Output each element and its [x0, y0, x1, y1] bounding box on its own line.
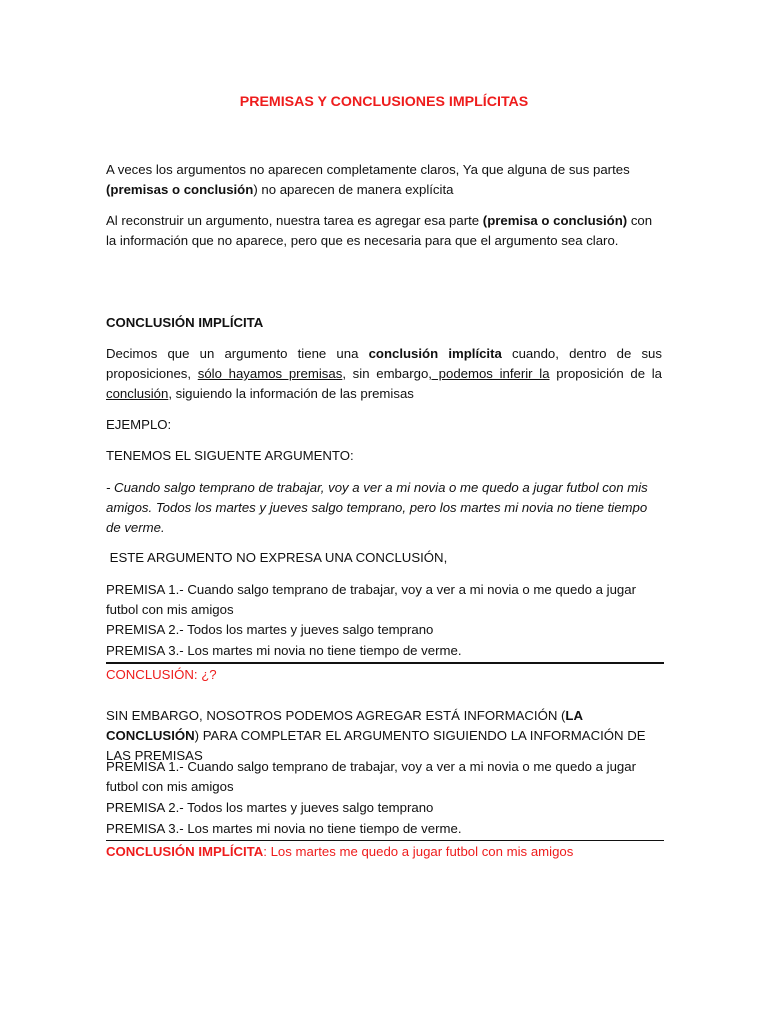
example-label: EJEMPLO: — [106, 417, 172, 432]
conclusion-missing: CONCLUSIÓN: ¿? — [106, 667, 217, 682]
underlined-run: sólo hayamos premisas — [197, 366, 343, 381]
bold-run: conclusión implícita — [368, 346, 502, 361]
conclusion-text: : Los martes me quedo a jugar futbol con mis amigos — [263, 844, 574, 859]
premise-3: PREMISA 3.- Los martes mi novia no tiene tiempo de verme. — [106, 821, 462, 836]
premise-2: PREMISA 2.- Todos los martes y jueves salgo temprano — [106, 800, 434, 815]
text-run: , siguiendo la información de las premisas — [168, 386, 414, 401]
bold-run: LA CONCLUSIÓN — [106, 708, 583, 743]
argument-label: TENEMOS EL SIGUENTE ARGUMENTO: — [106, 448, 354, 463]
text-run: Al reconstruir un argumento, nuestra tarea es agregar esa parte — [106, 213, 483, 228]
no-conclusion-statement: ESTE ARGUMENTO NO EXPRESA UNA CONCLUSIÓN, — [106, 550, 448, 565]
text-run: cuando, dentro de sus proposiciones, — [106, 346, 662, 381]
underlined-run: conclusión — [106, 386, 169, 401]
premise-3: PREMISA 3.- Los martes mi novia no tiene tiempo de verme. — [106, 643, 462, 658]
underlined-run: , podemos inferir la — [428, 366, 550, 381]
example-argument: - Cuando salgo temprano de trabajar, voy a ver a mi novia o me quedo a jugar futbol con mis amigos. Todos los martes y jueves salgo temprano, pero los martes mi novia no tiene tiempo de verme. — [106, 480, 648, 535]
text-run: A veces los argumentos no aparecen completamente claros, Ya que alguna de sus partes — [106, 162, 630, 177]
divider-rule — [106, 662, 664, 664]
text-run: con la información que no aparece, pero que es necesaria para que el argumento sea claro. — [106, 213, 653, 248]
conclusion-label: CONCLUSIÓN IMPLÍCITA — [106, 844, 264, 859]
premise-2: PREMISA 2.- Todos los martes y jueves salgo temprano — [106, 622, 434, 637]
text-run: , sin embargo — [342, 366, 429, 381]
text-run: proposición de la — [549, 366, 663, 381]
divider-rule — [106, 840, 664, 841]
section-heading: CONCLUSIÓN IMPLÍCITA — [106, 315, 264, 330]
bold-run: (premisas o conclusión — [106, 182, 254, 197]
definition-paragraph — [106, 344, 662, 404]
premise-1: PREMISA 1.- Cuando salgo temprano de trabajar, voy a ver a mi novia o me quedo a jugar futbol con mis amigos — [106, 582, 636, 617]
text-run: SIN EMBARGO, NOSOTROS PODEMOS AGREGAR ESTÁ INFORMACIÓN ( — [106, 708, 566, 723]
text-run: ) no aparecen de manera explícita — [253, 182, 454, 197]
premise-1: PREMISA 1.- Cuando salgo temprano de trabajar, voy a ver a mi novia o me quedo a jugar futbol con mis amigos — [106, 759, 636, 794]
title-normal: PREMISAS Y CONCLUSIONES — [239, 94, 449, 110]
text-run: ) PARA COMPLETAR EL ARGUMENTO SIGUIENDO LA INFORMACIÓN DE LAS PREMISAS — [106, 728, 646, 763]
title-bold: IMPLÍCITAS — [448, 94, 529, 110]
implicit-conclusion — [106, 842, 662, 862]
text-run: Decimos que un argumento tiene una — [106, 346, 369, 361]
page-title — [0, 92, 768, 112]
intro-paragraph-1 — [106, 160, 662, 200]
intro-paragraph-2 — [106, 211, 662, 251]
bold-run: (premisa o conclusión) — [482, 213, 628, 228]
